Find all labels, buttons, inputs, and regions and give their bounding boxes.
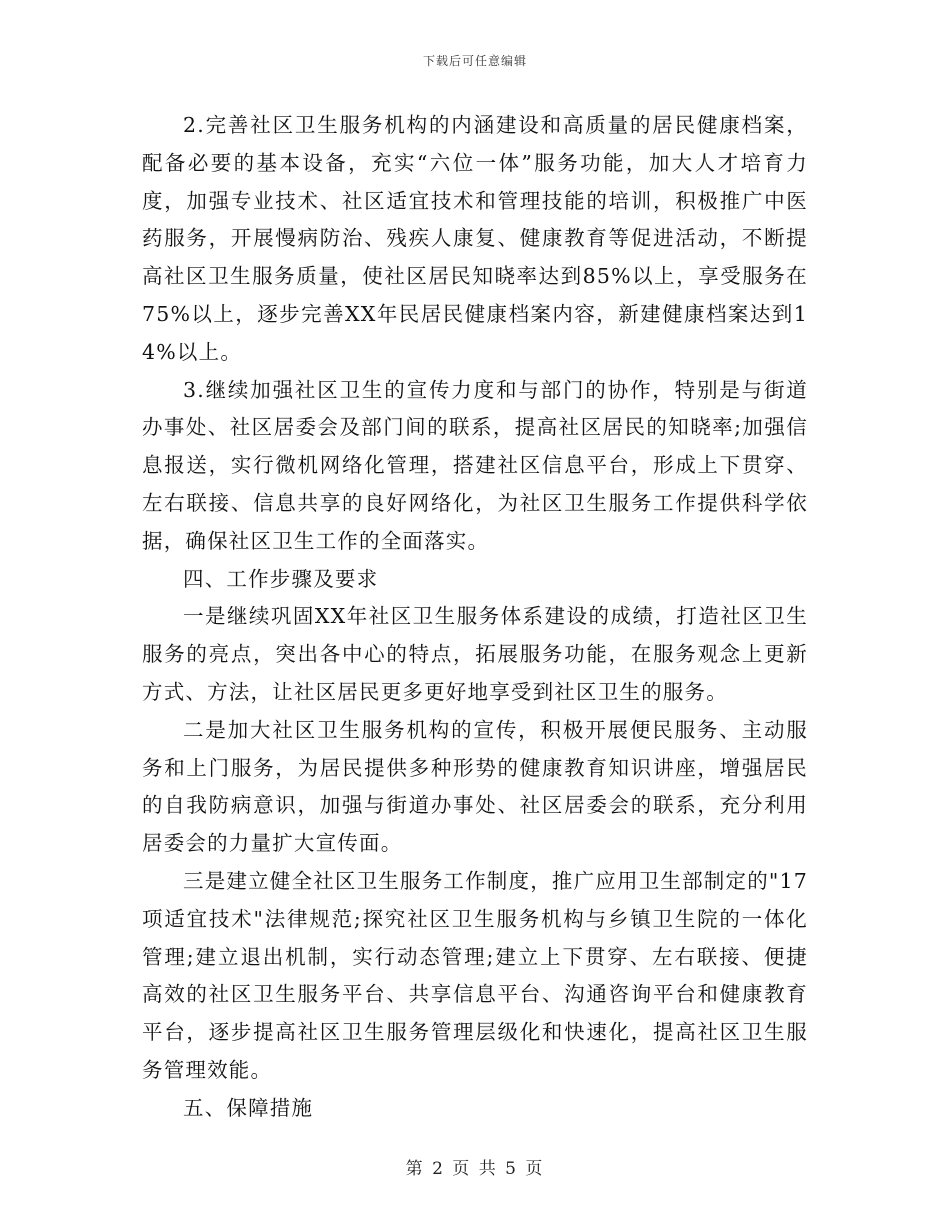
page-header: 下载后可任意编辑 [422, 54, 527, 68]
page-number: 第 2 页 共 5 页 [405, 1159, 545, 1179]
document-body [142, 107, 808, 1128]
paragraph-step-one: 一是继续巩固XX年社区卫生服务体系建设的成绩，打造社区卫生服务的亮点，突出各中心的特点，拓展服务功能，在服务观念上更新方式、方法，让社区居民更多更好地享受到社区卫生的服务。 [142, 604, 808, 704]
paragraph-item-2: 2.完善社区卫生服务机构的内涵建设和高质量的居民健康档案，配备必要的基本设备，充实“六位一体”服务功能，加大人才培育力度，加强专业技术、社区适宜技术和管理技能的培训，积极推广中医药服务，开展慢病防治、残疾人康复、健康教育等促进活动，不断提高社区卫生服务质量，使社区居民知晓率达到85%以上，享受服务在75%以上，逐步完善XX年民居民健康档案内容，新建健康档案达到14%以上。 [142, 113, 808, 364]
paragraph-item-3: 3.继续加强社区卫生的宣传力度和与部门的协作，特别是与街道办事处、社区居委会及部门间的联系，提高社区居民的知晓率;加强信息报送，实行微机网络化管理，搭建社区信息平台，形成上下贯穿、左右联接、信息共享的良好网络化，为社区卫生服务工作提供科学依据，确保社区卫生工作的全面落实。 [142, 377, 808, 553]
section-heading-steps: 四、工作步骤及要求 [183, 566, 379, 591]
paragraph-step-three: 三是建立健全社区卫生服务工作制度，推广应用卫生部制定的"17项适宜技术"法律规范;探究社区卫生服务机构与乡镇卫生院的一体化管理;建立退出机制，实行动态管理;建立上下贯穿、左右联接、便捷高效的社区卫生服务平台、共享信息平台、沟通咨询平台和健康教育平台，逐步提高社区卫生服务管理层级化和快速化，提高社区卫生服务管理效能。 [142, 868, 809, 1082]
paragraph-step-two: 二是加大社区卫生服务机构的宣传，积极开展便民服务、主动服务和上门服务，为居民提供多种形势的健康教育知识讲座，增强居民的自我防病意识，加强与街道办事处、社区居委会的联系，充分利用居委会的力量扩大宣传面。 [142, 717, 808, 856]
section-heading-measures: 五、保障措施 [183, 1095, 314, 1120]
